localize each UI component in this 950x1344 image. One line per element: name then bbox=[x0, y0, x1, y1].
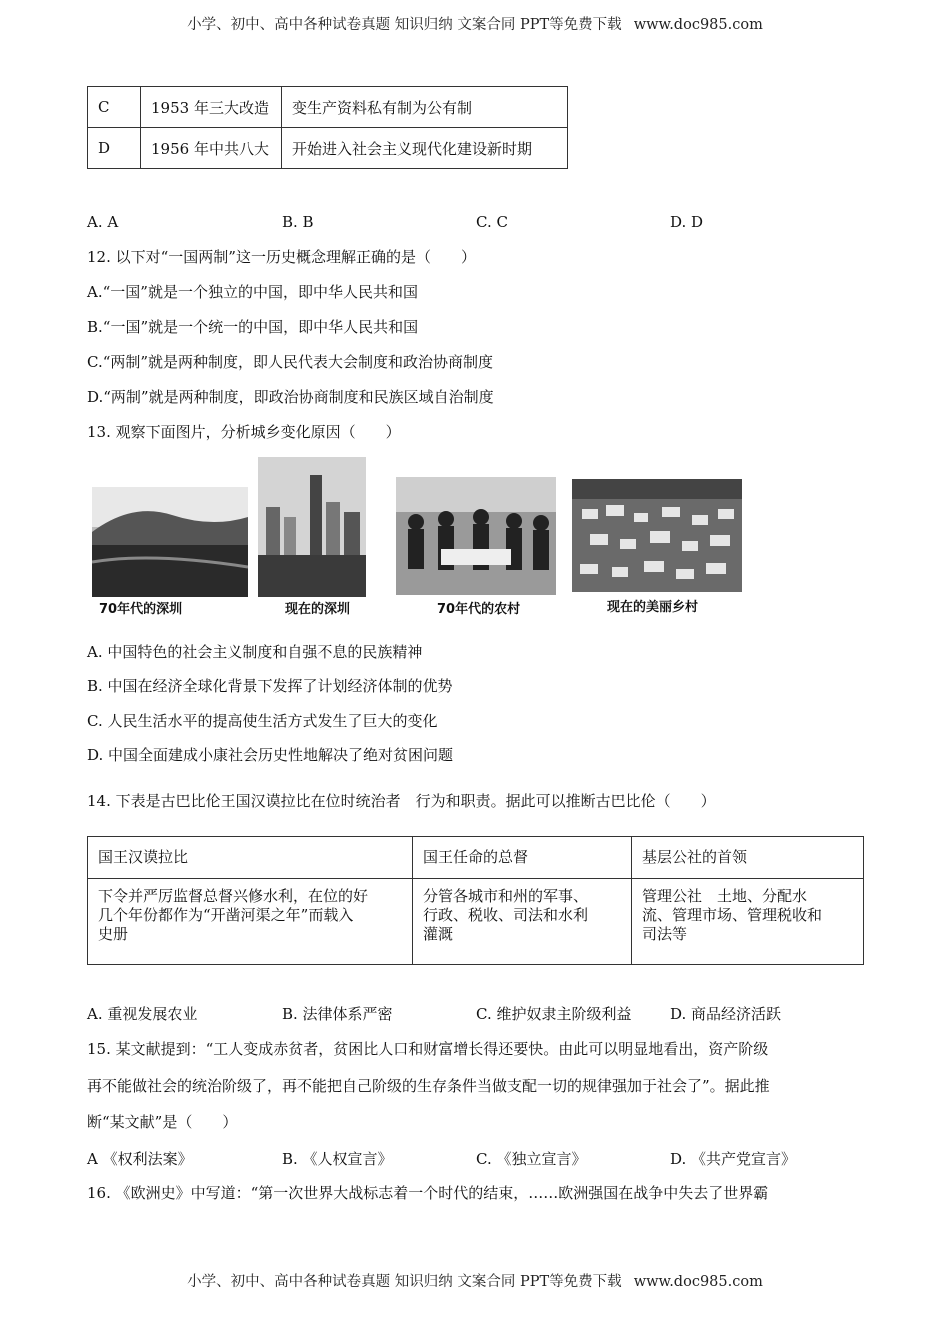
page-header bbox=[0, 13, 950, 34]
cell-line: 行政、税收、司法和水利 bbox=[423, 906, 589, 924]
caption-2: 现在的深圳 bbox=[285, 602, 351, 617]
cell-line: 分管各城市和州的军事、 bbox=[423, 887, 589, 905]
option-d[interactable]: D. 商品经济活跃 bbox=[670, 1005, 782, 1023]
table-header: 国王任命的总督 bbox=[413, 837, 632, 879]
photo-village-1970s bbox=[396, 477, 556, 595]
cell-line: 管理公社 土地、分配水 bbox=[642, 887, 808, 905]
table-header: 基层公社的首领 bbox=[632, 837, 864, 879]
footer-site: www.doc985.com bbox=[633, 1274, 763, 1290]
table-cell: C bbox=[88, 87, 141, 128]
cell-line: 几个年份都作为“开凿河渠之年”而载入 bbox=[98, 906, 354, 924]
babylon-table bbox=[87, 836, 864, 965]
footer-text: 小学、初中、高中各种试卷真题 知识归纳 文案合同 PPT等免费下载 bbox=[187, 1274, 622, 1290]
table-cell: 开始进入社会主义现代化建设新时期 bbox=[282, 128, 568, 169]
option-b[interactable]: B. 法律体系严密 bbox=[282, 1005, 393, 1023]
cell-line: 司法等 bbox=[642, 925, 688, 943]
caption-3: 70年代的农村 bbox=[437, 602, 521, 617]
photo-shenzhen-now bbox=[258, 457, 366, 597]
caption-4: 现在的美丽乡村 bbox=[607, 600, 699, 615]
cell-line: 下令并严厉监督总督兴修水利，在位的好 bbox=[98, 887, 369, 905]
q13-stem: 13. 观察下面图片，分析城乡变化原因（ ） bbox=[87, 423, 401, 441]
q15-line-1: 15. 某文献提到：“工人变成赤贫者，贫困比人口和财富增长得还要快。由此可以明显地看出，资产阶级 bbox=[87, 1040, 769, 1058]
option-c[interactable]: C. C bbox=[476, 213, 508, 231]
q11-options bbox=[87, 213, 867, 233]
option-d[interactable]: D. D bbox=[670, 213, 704, 231]
q13-option-d[interactable]: D. 中国全面建成小康社会历史性地解决了绝对贫困问题 bbox=[87, 746, 454, 764]
cell-line: 灌溉 bbox=[423, 925, 454, 943]
table-cell bbox=[88, 879, 413, 965]
event-table bbox=[87, 86, 568, 169]
cell-line: 流、管理市场、管理税收和 bbox=[642, 906, 823, 924]
q12-option-d[interactable]: D.“两制”就是两种制度，即政治协商制度和民族区域自治制度 bbox=[87, 388, 494, 406]
table-cell: 1953 年三大改造 bbox=[141, 87, 282, 128]
q15-options bbox=[87, 1148, 867, 1168]
q13-option-c[interactable]: C. 人民生活水平的提高使生活方式发生了巨大的变化 bbox=[87, 712, 438, 730]
option-a[interactable]: A. 重视发展农业 bbox=[87, 1005, 198, 1023]
table-cell bbox=[413, 879, 632, 965]
table-cell: 1956 年中共八大 bbox=[141, 128, 282, 169]
q13-option-a[interactable]: A. 中国特色的社会主义制度和自强不息的民族精神 bbox=[87, 643, 423, 661]
q12-option-c[interactable]: C.“两制”就是两种制度，即人民代表大会制度和政治协商制度 bbox=[87, 353, 494, 371]
table-row bbox=[88, 128, 568, 169]
photo-shenzhen-1970s bbox=[92, 487, 248, 597]
header-text: 小学、初中、高中各种试卷真题 知识归纳 文案合同 PPT等免费下载 bbox=[187, 17, 622, 33]
q13-option-b[interactable]: B. 中国在经济全球化背景下发挥了计划经济体制的优势 bbox=[87, 677, 453, 695]
table-cell: D bbox=[88, 128, 141, 169]
q16-stem: 16. 《欧洲史》中写道：“第一次世界大战标志着一个时代的结束，……欧洲强国在战争中失去了世界霸 bbox=[87, 1184, 769, 1202]
q15-line-2: 再不能做社会的统治阶级了，再不能把自己阶级的生存条件当做支配一切的规律强加于社会了”。据此推 bbox=[87, 1077, 770, 1095]
q12-option-a[interactable]: A.“一国”就是一个独立的中国，即中华人民共和国 bbox=[87, 283, 418, 301]
option-c[interactable]: C. 维护奴隶主阶级利益 bbox=[476, 1005, 632, 1023]
photo-strip bbox=[87, 452, 752, 622]
table-cell bbox=[632, 879, 864, 965]
table-row bbox=[88, 87, 568, 128]
header-site: www.doc985.com bbox=[633, 17, 763, 33]
option-b[interactable]: B. B bbox=[282, 213, 314, 231]
q14-options bbox=[87, 1003, 867, 1023]
cell-line: 史册 bbox=[98, 925, 129, 943]
photo-village-now bbox=[572, 479, 742, 592]
option-b[interactable]: B. 《人权宣言》 bbox=[282, 1150, 393, 1168]
q12-option-b[interactable]: B.“一国”就是一个统一的中国，即中华人民共和国 bbox=[87, 318, 419, 336]
option-d[interactable]: D. 《共产党宣言》 bbox=[670, 1150, 797, 1168]
table-cell: 变生产资料私有制为公有制 bbox=[282, 87, 568, 128]
page-footer bbox=[0, 1270, 950, 1291]
table-header: 国王汉谟拉比 bbox=[88, 837, 413, 879]
table-header-row bbox=[88, 837, 864, 879]
q15-line-3: 断“某文献”是（ ） bbox=[87, 1113, 238, 1131]
q12-stem: 12. 以下对“一国两制”这一历史概念理解正确的是（ ） bbox=[87, 248, 476, 266]
option-a[interactable]: A. A bbox=[87, 213, 119, 231]
option-c[interactable]: C. 《独立宣言》 bbox=[476, 1150, 587, 1168]
option-a[interactable]: A 《权利法案》 bbox=[87, 1150, 193, 1168]
q14-stem: 14. 下表是古巴比伦王国汉谟拉比在位时统治者 行为和职责。据此可以推断古巴比伦（ ） bbox=[87, 792, 716, 810]
caption-1: 70年代的深圳 bbox=[99, 602, 183, 617]
table-row bbox=[88, 879, 864, 965]
